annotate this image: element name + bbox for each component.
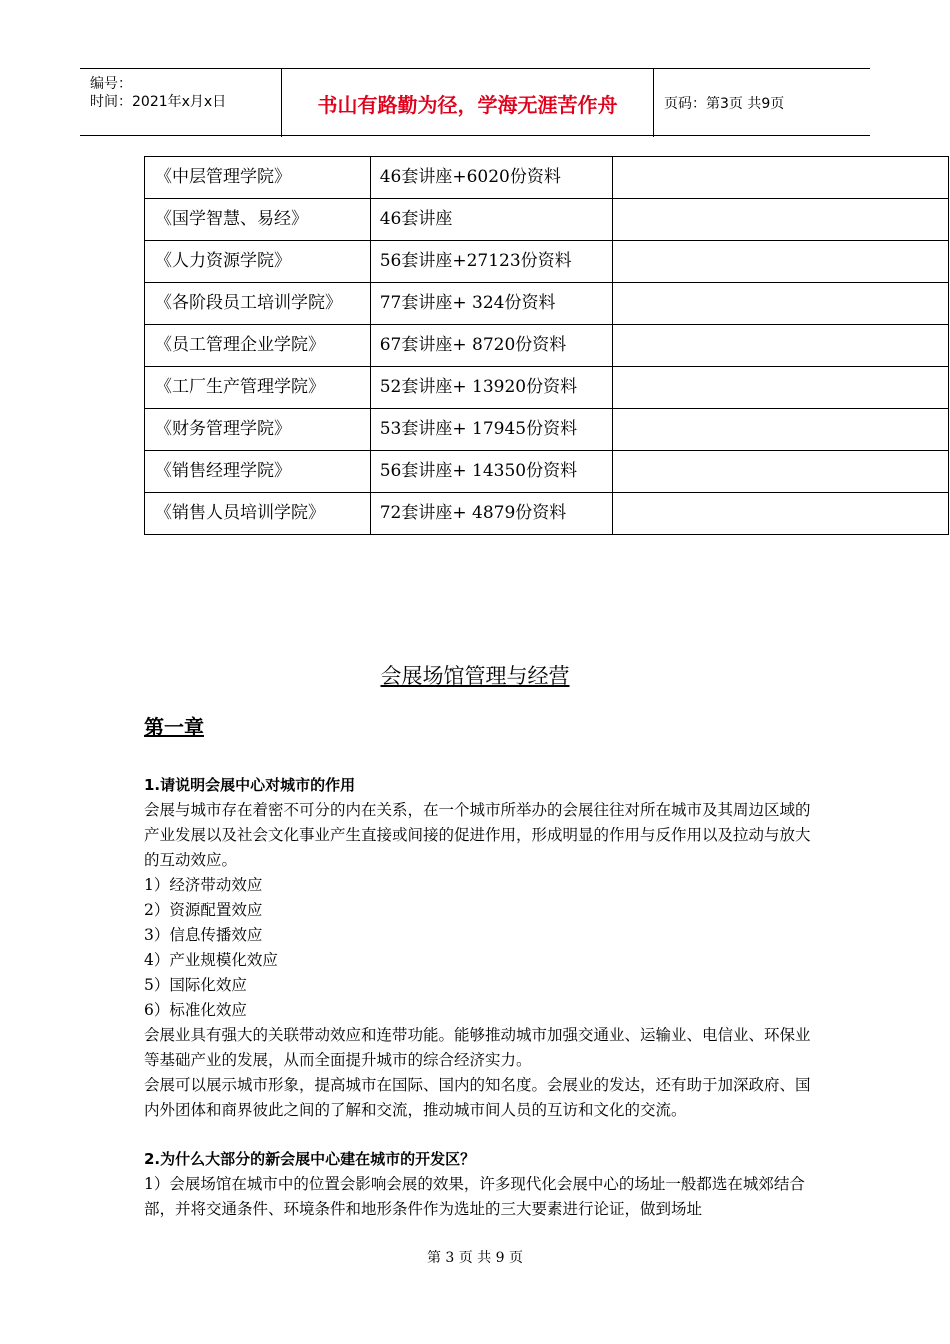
question-heading: 1.请说明会展中心对城市的作用 (144, 776, 356, 794)
chapter-heading: 第一章 (144, 715, 204, 739)
page-footer: 第 3 页 共 9 页 (426, 1250, 524, 1266)
row-content: 56套讲座+ 14350份资料 (370, 451, 613, 493)
question-heading: 2.为什么大部分的新会展中心建在城市的开发区？ (144, 1150, 476, 1168)
section-q1 (144, 773, 814, 1123)
row-content: 46套讲座+6020份资料 (370, 157, 613, 199)
row-name: 《财务管理学院》 (145, 409, 371, 451)
time-label: 时间：2021年x月x日 (90, 94, 227, 110)
row-note (613, 157, 949, 199)
row-name: 《国学智慧、易经》 (145, 199, 371, 241)
paragraph: 会展业具有强大的关联带动效应和连带功能。能够推动城市加强交通业、运输业、电信业、环保业等基础产业的发展，从而全面提升城市的综合经济实力。 (144, 1026, 811, 1069)
row-note (613, 451, 949, 493)
row-note (613, 325, 949, 367)
row-note (613, 283, 949, 325)
table-row (145, 367, 949, 409)
row-name: 《人力资源学院》 (145, 241, 371, 283)
number-label: 编号： (90, 76, 132, 92)
table-row (145, 493, 949, 535)
header-meta (80, 69, 282, 137)
row-content: 77套讲座+ 324份资料 (370, 283, 613, 325)
row-note (613, 493, 949, 535)
row-content: 46套讲座 (370, 199, 613, 241)
list-item: 2）资源配置效应 (144, 901, 263, 919)
row-content: 72套讲座+ 4879份资料 (370, 493, 613, 535)
table-row (145, 241, 949, 283)
row-content: 52套讲座+ 13920份资料 (370, 367, 613, 409)
table-row (145, 325, 949, 367)
row-name: 《工厂生产管理学院》 (145, 367, 371, 409)
row-content: 53套讲座+ 17945份资料 (370, 409, 613, 451)
row-content: 67套讲座+ 8720份资料 (370, 325, 613, 367)
header-page-label: 页码：第3页 共9页 (664, 96, 785, 112)
paragraph: 1）会展场馆在城市中的位置会影响会展的效果，许多现代化会展中心的场址一般都选在城郊结合部，并将交通条件、环境条件和地形条件作为选址的三大要素进行论证，做到场址 (144, 1175, 805, 1218)
list-item: 5）国际化效应 (144, 976, 247, 994)
row-name: 《各阶段员工培训学院》 (145, 283, 371, 325)
row-note (613, 409, 949, 451)
paragraph: 会展与城市存在着密不可分的内在关系，在一个城市所举办的会展往往对所在城市及其周边区域的产业发展以及社会文化事业产生直接或间接的促进作用，形成明显的作用与反作用以及拉动与放大的互动效应。 (144, 801, 811, 869)
table-row (145, 199, 949, 241)
list-item: 3）信息传播效应 (144, 926, 263, 944)
section-q2 (144, 1147, 814, 1222)
row-content: 56套讲座+27123份资料 (370, 241, 613, 283)
row-name: 《销售经理学院》 (145, 451, 371, 493)
table-row (145, 283, 949, 325)
list-item: 6）标准化效应 (144, 1001, 247, 1019)
header-motto: 书山有路勤为径，学海无涯苦作舟 (282, 69, 654, 137)
paragraph: 会展可以展示城市形象，提高城市在国际、国内的知名度。会展业的发达，还有助于加深政府、国内外团体和商界彼此之间的了解和交流，推动城市间人员的互访和文化的交流。 (144, 1076, 811, 1119)
row-name: 《销售人员培训学院》 (145, 493, 371, 535)
document-title: 会展场馆管理与经营 (380, 664, 570, 688)
row-note (613, 241, 949, 283)
list-item: 1）经济带动效应 (144, 876, 263, 894)
table-row (145, 451, 949, 493)
resource-table (144, 156, 949, 535)
row-name: 《员工管理企业学院》 (145, 325, 371, 367)
page-header (80, 68, 870, 136)
table-row (145, 409, 949, 451)
row-note (613, 199, 949, 241)
row-note (613, 367, 949, 409)
table-row (145, 157, 949, 199)
list-item: 4）产业规模化效应 (144, 951, 278, 969)
row-name: 《中层管理学院》 (145, 157, 371, 199)
